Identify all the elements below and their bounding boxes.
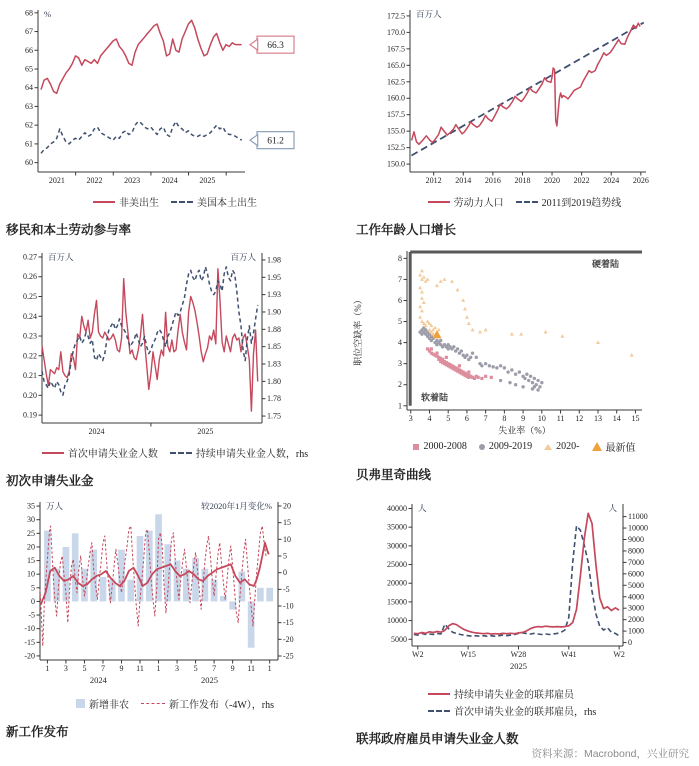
svg-text:2018: 2018: [514, 176, 531, 185]
legend-swatch-line: [93, 201, 115, 203]
svg-text:10000: 10000: [628, 523, 648, 533]
svg-text:66: 66: [25, 45, 33, 55]
svg-text:5: 5: [82, 664, 87, 673]
svg-text:1.83: 1.83: [267, 359, 281, 369]
legend-label: 首次申请失业金人数: [67, 449, 158, 460]
svg-text:W2: W2: [412, 650, 424, 659]
svg-text:-5: -5: [283, 584, 290, 594]
svg-text:2022: 2022: [86, 176, 103, 185]
svg-text:155.0: 155.0: [387, 126, 405, 136]
svg-text:15000: 15000: [387, 597, 407, 607]
svg-text:4: 4: [398, 338, 402, 348]
svg-text:12: 12: [575, 414, 584, 423]
legend-item: [76, 696, 129, 711]
legend-item: [516, 194, 622, 209]
svg-text:67: 67: [25, 27, 33, 37]
svg-text:5: 5: [446, 414, 451, 423]
svg-text:160.0: 160.0: [387, 93, 405, 103]
chart-panel-working-age-population: [350, 0, 699, 237]
svg-text:62: 62: [25, 120, 33, 130]
svg-text:1.98: 1.98: [267, 255, 281, 265]
chart-canvas: [0, 490, 350, 694]
svg-text:152.5: 152.5: [387, 143, 405, 153]
svg-text:30: 30: [27, 515, 35, 525]
svg-text:11: 11: [136, 664, 144, 673]
svg-text:1: 1: [267, 664, 272, 673]
legend-item: [428, 703, 596, 718]
svg-text:9000: 9000: [628, 535, 644, 544]
svg-text:10: 10: [27, 569, 35, 579]
legend-label: 首次申请失业金的联邦雇员，rhs: [454, 707, 597, 718]
svg-text:3000: 3000: [628, 603, 644, 613]
svg-text:5: 5: [283, 551, 287, 561]
chart-legend: [0, 445, 350, 460]
svg-text:2: 2: [398, 380, 402, 390]
chart-canvas-host: [350, 0, 699, 192]
svg-text:61.2: 61.2: [267, 136, 284, 147]
svg-text:1.95: 1.95: [267, 272, 281, 282]
svg-text:20000: 20000: [387, 578, 407, 588]
legend-swatch-dash: [516, 201, 538, 203]
svg-text:1.93: 1.93: [267, 290, 281, 300]
chart-legend: [350, 194, 699, 209]
svg-text:7: 7: [100, 664, 105, 673]
svg-text:0.21: 0.21: [23, 371, 37, 381]
legend-swatch-dashf: [141, 703, 165, 704]
svg-text:-15: -15: [283, 618, 294, 628]
svg-text:6000: 6000: [628, 569, 644, 579]
svg-text:硬着陆: 硬着陆: [591, 258, 619, 269]
legend-swatch-circle: [479, 444, 485, 450]
svg-text:8000: 8000: [628, 546, 644, 556]
svg-text:11000: 11000: [628, 512, 648, 522]
svg-text:职位空缺率（%）: 职位空缺率（%）: [353, 295, 363, 366]
svg-text:8: 8: [398, 253, 402, 263]
svg-text:百万人: 百万人: [48, 252, 74, 262]
svg-text:失业率（%）: 失业率（%）: [498, 425, 551, 436]
svg-text:人: 人: [608, 503, 617, 513]
legend-label: 2000-2008: [423, 441, 467, 452]
svg-text:3: 3: [408, 414, 413, 423]
svg-text:63: 63: [25, 101, 33, 111]
legend-label: 新增非农: [89, 700, 129, 711]
svg-text:4: 4: [427, 414, 432, 423]
chart-legend: [0, 194, 350, 209]
svg-text:W2: W2: [613, 650, 625, 659]
legend-label: 美国本土出生: [197, 198, 257, 209]
chart-canvas: [0, 0, 350, 192]
svg-text:7: 7: [212, 664, 217, 673]
legend-swatch-bar: [76, 699, 85, 708]
svg-text:10: 10: [283, 534, 291, 544]
svg-text:软着陆: 软着陆: [421, 392, 449, 403]
source-attribution: 资料来源：Macrobond，兴业研究: [531, 748, 689, 760]
svg-text:2014: 2014: [455, 176, 472, 185]
svg-text:9: 9: [230, 664, 235, 673]
svg-text:35: 35: [27, 501, 35, 511]
chart-legend: [350, 686, 699, 718]
svg-text:3: 3: [398, 359, 402, 369]
svg-text:-20: -20: [24, 651, 35, 661]
svg-text:10000: 10000: [387, 616, 407, 626]
legend-label: 最新值: [605, 443, 636, 454]
chart-title: 联邦政府雇员申请失业金人数: [356, 732, 519, 746]
svg-text:2020: 2020: [544, 176, 561, 185]
chart-legend: [350, 439, 699, 454]
svg-text:-10: -10: [24, 624, 35, 634]
legend-item: [170, 445, 308, 460]
legend-item: [544, 441, 579, 452]
svg-text:10: 10: [537, 414, 546, 423]
legend-swatch-tribig: [592, 442, 602, 451]
legend-item: [171, 194, 257, 209]
chart-panel-job-postings: [0, 490, 350, 748]
svg-text:162.5: 162.5: [387, 77, 405, 87]
svg-text:60: 60: [25, 158, 33, 168]
legend-label: 2020-: [556, 441, 580, 452]
legend-label: 新工作发布（-4W），rhs: [169, 700, 274, 711]
legend-label: 持续申请失业金人数，rhs: [195, 449, 309, 460]
chart-title: 移民和本土劳动参与率: [6, 223, 132, 237]
svg-text:0.19: 0.19: [23, 410, 37, 420]
chart-canvas-host: [0, 0, 350, 192]
svg-text:2022: 2022: [573, 176, 590, 185]
chart-canvas-host: [350, 490, 699, 684]
svg-text:35000: 35000: [387, 522, 407, 532]
chart-canvas: [350, 0, 699, 192]
svg-text:6: 6: [464, 414, 469, 423]
svg-text:2025: 2025: [509, 661, 527, 671]
svg-text:25: 25: [27, 528, 35, 538]
chart-canvas: [0, 237, 350, 443]
legend-item: [413, 441, 466, 452]
svg-text:1.80: 1.80: [267, 376, 281, 386]
legend-label: 2011到2019趋势线: [541, 198, 622, 209]
legend-swatch-line: [42, 452, 64, 454]
svg-text:11: 11: [247, 664, 255, 673]
svg-text:2012: 2012: [425, 176, 442, 185]
svg-text:0.25: 0.25: [23, 291, 37, 301]
svg-text:14: 14: [612, 414, 621, 423]
svg-text:5000: 5000: [391, 634, 407, 644]
svg-text:1000: 1000: [628, 626, 644, 636]
svg-text:20: 20: [283, 501, 291, 511]
chart-panel-beveridge-curve: [350, 237, 699, 490]
svg-text:40000: 40000: [387, 503, 407, 513]
legend-swatch-line: [428, 693, 450, 695]
svg-text:%: %: [44, 9, 52, 19]
chart-canvas: [350, 237, 699, 437]
svg-text:3: 3: [175, 664, 180, 673]
svg-text:5: 5: [398, 317, 402, 327]
svg-text:W15: W15: [460, 650, 476, 659]
legend-label: 劳动力人口: [453, 198, 504, 209]
svg-text:0.22: 0.22: [23, 351, 37, 361]
chart-canvas-host: [350, 237, 699, 437]
legend-item: [428, 194, 504, 209]
svg-text:较2020年1月变化%: 较2020年1月变化%: [201, 501, 272, 511]
chart-panel-initial-claims: [0, 237, 350, 490]
svg-text:0.20: 0.20: [23, 390, 37, 400]
chart-title: 贝弗里奇曲线: [356, 468, 432, 482]
legend-swatch-dash: [171, 201, 193, 203]
svg-text:2024: 2024: [161, 176, 178, 185]
svg-text:6: 6: [398, 295, 402, 305]
svg-text:0.23: 0.23: [23, 331, 37, 341]
chart-panel-participation-rate: [0, 0, 350, 237]
svg-text:万人: 万人: [46, 501, 64, 511]
legend-swatch-dash: [170, 452, 192, 454]
svg-text:W41: W41: [561, 650, 577, 659]
chart-canvas-host: [0, 490, 350, 694]
svg-text:3: 3: [63, 664, 68, 673]
svg-text:2000: 2000: [628, 615, 644, 625]
chart-canvas-host: [0, 237, 350, 443]
svg-text:1.90: 1.90: [267, 307, 281, 317]
svg-text:1.75: 1.75: [267, 411, 281, 421]
legend-swatch-tri: [544, 444, 552, 450]
svg-text:-15: -15: [24, 637, 35, 647]
chart-title: 初次申请失业金: [6, 474, 94, 488]
svg-text:0: 0: [283, 568, 287, 578]
svg-text:7: 7: [398, 274, 402, 284]
svg-text:8: 8: [502, 414, 507, 423]
svg-text:5: 5: [31, 583, 35, 593]
chart-canvas: [350, 490, 699, 684]
svg-text:157.5: 157.5: [387, 110, 405, 120]
svg-text:65: 65: [25, 64, 33, 74]
svg-text:64: 64: [25, 83, 33, 93]
svg-text:0.26: 0.26: [23, 272, 37, 282]
chart-title: 工作年龄人口增长: [356, 223, 457, 237]
legend-item: [141, 696, 274, 711]
svg-text:4000: 4000: [628, 592, 644, 602]
svg-text:1.88: 1.88: [267, 324, 281, 334]
svg-text:0: 0: [628, 638, 632, 648]
svg-text:165.0: 165.0: [387, 60, 405, 70]
svg-text:2025: 2025: [197, 427, 214, 436]
legend-item: [479, 441, 532, 452]
svg-text:7000: 7000: [628, 557, 644, 567]
svg-text:2026: 2026: [632, 176, 649, 185]
svg-text:-10: -10: [283, 601, 294, 611]
svg-text:-25: -25: [283, 651, 294, 661]
svg-text:0.24: 0.24: [23, 311, 37, 321]
legend-label: 2009-2019: [488, 441, 533, 452]
svg-text:20: 20: [27, 542, 35, 552]
legend-label: 非美出生: [119, 198, 159, 209]
svg-text:61: 61: [25, 139, 33, 149]
svg-text:15: 15: [631, 414, 640, 423]
svg-text:-5: -5: [28, 610, 35, 620]
legend-item: [592, 439, 636, 454]
svg-text:170.0: 170.0: [387, 27, 405, 37]
svg-text:1.78: 1.78: [267, 394, 281, 404]
svg-text:1: 1: [398, 401, 402, 411]
svg-text:5: 5: [193, 664, 198, 673]
svg-text:W28: W28: [510, 650, 527, 659]
svg-text:1: 1: [45, 664, 50, 673]
svg-text:66.3: 66.3: [267, 40, 284, 51]
svg-text:68: 68: [25, 8, 33, 18]
svg-text:-20: -20: [283, 634, 294, 644]
svg-text:15: 15: [27, 556, 35, 566]
svg-text:1.85: 1.85: [267, 342, 281, 352]
svg-text:2024: 2024: [603, 176, 620, 185]
legend-swatch-line: [428, 201, 450, 203]
chart-panel-federal-employee-claims: [350, 490, 699, 748]
svg-text:2024: 2024: [89, 675, 107, 685]
svg-text:172.5: 172.5: [387, 11, 405, 21]
svg-text:5000: 5000: [628, 580, 644, 590]
svg-text:167.5: 167.5: [387, 44, 405, 54]
svg-text:百万人: 百万人: [230, 252, 256, 262]
svg-text:150.0: 150.0: [387, 159, 405, 169]
svg-text:11: 11: [556, 414, 565, 423]
legend-label: 持续申请失业金的联邦雇员: [454, 690, 574, 701]
svg-text:30000: 30000: [387, 541, 407, 551]
svg-text:9: 9: [521, 414, 526, 423]
legend-item: [428, 686, 574, 701]
legend-swatch-dash: [428, 710, 450, 712]
svg-text:1: 1: [156, 664, 161, 673]
svg-text:百万人: 百万人: [416, 9, 442, 19]
svg-text:2025: 2025: [200, 675, 218, 685]
svg-text:15: 15: [283, 518, 291, 528]
svg-text:13: 13: [593, 414, 602, 423]
svg-text:25000: 25000: [387, 560, 407, 570]
svg-text:9: 9: [119, 664, 124, 673]
svg-text:7: 7: [483, 414, 488, 423]
svg-text:0.27: 0.27: [23, 252, 37, 262]
svg-text:2024: 2024: [88, 427, 105, 436]
svg-text:2023: 2023: [124, 176, 141, 185]
svg-text:2016: 2016: [484, 176, 501, 185]
legend-swatch-square: [413, 444, 419, 450]
chart-legend: [0, 696, 350, 711]
svg-text:2021: 2021: [48, 176, 65, 185]
legend-item: [93, 194, 159, 209]
svg-text:2025: 2025: [199, 176, 216, 185]
chart-title: 新工作发布: [6, 725, 69, 739]
svg-text:人: 人: [418, 503, 427, 513]
svg-text:0: 0: [31, 596, 35, 606]
legend-item: [42, 445, 158, 460]
